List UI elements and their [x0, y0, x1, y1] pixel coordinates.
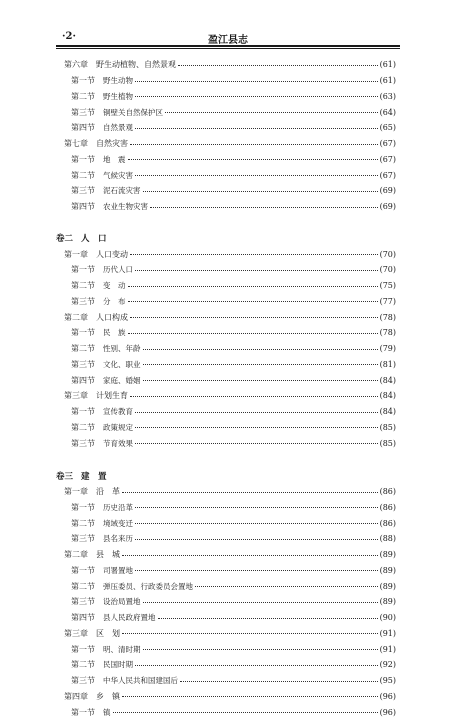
- toc-entry-number: 第二节: [71, 344, 95, 354]
- toc-page-number: (69): [379, 202, 396, 212]
- toc-section-entry[interactable]: [56, 294, 396, 310]
- toc-leader-dots: [143, 190, 378, 192]
- toc-spacer: [56, 215, 396, 231]
- toc-page-number: (91): [379, 628, 396, 638]
- toc-page-number: (90): [379, 613, 396, 623]
- toc-chapter-entry[interactable]: [56, 626, 396, 642]
- toc-section-entry[interactable]: [56, 262, 396, 278]
- toc-entry-title: 气候灾害: [103, 170, 133, 180]
- toc-entry-number: 卷二: [56, 234, 74, 245]
- toc-entry-title: 自然景观: [103, 123, 133, 133]
- toc-page-number: (89): [379, 597, 396, 607]
- toc-section-entry[interactable]: [56, 435, 396, 451]
- toc-leader-dots: [122, 491, 378, 493]
- toc-section-entry[interactable]: [56, 325, 396, 341]
- toc-page-number: (61): [379, 60, 396, 70]
- toc-entry-number: 第四节: [71, 202, 95, 212]
- header-rule-thin: [56, 48, 400, 49]
- toc-chapter-entry[interactable]: [56, 57, 396, 73]
- toc-leader-dots: [195, 585, 378, 587]
- toc-entry-number: 第三节: [71, 676, 95, 686]
- toc-section-entry[interactable]: [56, 657, 396, 673]
- toc-entry-number: 第二节: [71, 518, 95, 528]
- toc-entry-number: 第六章: [64, 60, 88, 70]
- toc-section-entry[interactable]: [56, 578, 396, 594]
- toc-leader-dots: [135, 569, 378, 571]
- toc-chapter-entry[interactable]: [56, 547, 396, 563]
- toc-chapter-entry[interactable]: [56, 136, 396, 152]
- table-of-contents: [56, 57, 396, 720]
- toc-entry-number: 第一节: [71, 154, 95, 164]
- toc-section-entry[interactable]: [56, 673, 396, 689]
- toc-entry-title: 区 划: [96, 628, 120, 638]
- toc-entry-title: 民 族: [103, 328, 126, 338]
- toc-entry-number: 第三节: [71, 597, 95, 607]
- toc-entry-title: 县人民政府置地: [103, 613, 156, 623]
- toc-section-entry[interactable]: [56, 341, 396, 357]
- toc-entry-number: 第四节: [71, 375, 95, 385]
- toc-section-entry[interactable]: [56, 372, 396, 388]
- toc-leader-dots: [135, 538, 378, 540]
- toc-page-number: (91): [379, 644, 396, 654]
- toc-entry-title: 野生动物: [103, 76, 133, 86]
- toc-section-entry[interactable]: [56, 183, 396, 199]
- toc-leader-dots: [135, 522, 378, 524]
- toc-page-number: (67): [379, 154, 396, 164]
- toc-leader-dots: [135, 127, 378, 129]
- toc-page-number: (89): [379, 550, 396, 560]
- toc-section-entry[interactable]: [56, 167, 396, 183]
- toc-page-number: (89): [379, 581, 396, 591]
- toc-page-number: (86): [379, 487, 396, 497]
- toc-leader-dots: [130, 316, 378, 318]
- toc-entry-number: 第一节: [71, 565, 95, 575]
- toc-section-entry[interactable]: [56, 89, 396, 105]
- toc-entry-number: 第三节: [71, 438, 95, 448]
- toc-entry-number: 第二节: [71, 581, 95, 591]
- toc-leader-dots: [135, 95, 378, 97]
- toc-entry-number: 卷三: [56, 471, 74, 482]
- toc-section-entry[interactable]: [56, 104, 396, 120]
- toc-leader-dots: [143, 363, 378, 365]
- toc-entry-title: 设治局置地: [103, 597, 141, 607]
- toc-entry-title: 境域变迁: [103, 518, 133, 528]
- toc-leader-dots: [113, 711, 378, 713]
- toc-leader-dots: [122, 632, 378, 634]
- toc-page-number: (69): [379, 186, 396, 196]
- toc-leader-dots: [178, 64, 378, 66]
- toc-entry-title: 镇: [103, 707, 111, 717]
- toc-entry-title: 野生动植物、自然景观: [96, 60, 176, 70]
- toc-chapter-entry[interactable]: [56, 388, 396, 404]
- toc-entry-number: 第四节: [71, 123, 95, 133]
- toc-page-number: (85): [379, 438, 396, 448]
- toc-page-number: (64): [379, 107, 396, 117]
- toc-section-entry[interactable]: [56, 420, 396, 436]
- toc-leader-dots: [165, 111, 378, 113]
- toc-page-number: (65): [379, 123, 396, 133]
- toc-leader-dots: [143, 348, 378, 350]
- toc-volume-entry[interactable]: [56, 468, 396, 484]
- toc-section-entry[interactable]: [56, 404, 396, 420]
- toc-leader-dots: [143, 601, 378, 603]
- toc-entry-title: 节育效果: [103, 438, 133, 448]
- toc-page-number: (79): [379, 344, 396, 354]
- toc-leader-dots: [135, 426, 378, 428]
- toc-entry-title: 明、清时期: [103, 644, 141, 654]
- toc-leader-dots: [122, 695, 378, 697]
- toc-entry-title: 人 口: [81, 234, 107, 245]
- toc-leader-dots: [135, 664, 378, 666]
- toc-entry-number: 第三节: [71, 359, 95, 369]
- toc-entry-title: 建 置: [81, 471, 107, 482]
- toc-entry-title: 宣传教育: [103, 407, 133, 417]
- toc-page-number: (67): [379, 170, 396, 180]
- toc-leader-dots: [135, 411, 378, 413]
- toc-spacer: [56, 451, 396, 468]
- toc-section-entry[interactable]: [56, 73, 396, 89]
- toc-entry-number: 第三节: [71, 107, 95, 117]
- toc-leader-dots: [128, 158, 378, 160]
- toc-page-number: (86): [379, 502, 396, 512]
- toc-entry-title: 弹压委员、行政委员会置地: [103, 581, 193, 591]
- toc-leader-dots: [128, 300, 378, 302]
- toc-page-number: (67): [379, 139, 396, 149]
- toc-page-number: (75): [379, 281, 396, 291]
- toc-entry-number: 第一节: [71, 644, 95, 654]
- toc-entry-title: 历代人口: [103, 265, 133, 275]
- toc-entry-number: 第一节: [71, 407, 95, 417]
- toc-entry-number: 第一节: [71, 707, 95, 717]
- toc-entry-title: 县 城: [96, 550, 120, 560]
- toc-page-number: (77): [379, 296, 396, 306]
- toc-section-entry[interactable]: [56, 594, 396, 610]
- toc-section-entry[interactable]: [56, 152, 396, 168]
- toc-entry-number: 第四章: [64, 691, 88, 701]
- page-number: ·2·: [62, 31, 76, 42]
- toc-section-entry[interactable]: [56, 563, 396, 579]
- toc-leader-dots: [122, 554, 378, 556]
- toc-entry-number: 第四节: [71, 613, 95, 623]
- toc-chapter-entry[interactable]: [56, 246, 396, 262]
- toc-entry-title: 政策规定: [103, 422, 133, 432]
- toc-entry-number: 第二章: [64, 550, 88, 560]
- toc-volume-entry[interactable]: [56, 231, 396, 247]
- toc-page-number: (84): [379, 391, 396, 401]
- toc-section-entry[interactable]: [56, 641, 396, 657]
- toc-entry-number: 第一章: [64, 487, 88, 497]
- toc-entry-number: 第一节: [71, 265, 95, 275]
- toc-leader-dots: [150, 206, 378, 208]
- toc-chapter-entry[interactable]: [56, 484, 396, 500]
- toc-section-entry[interactable]: [56, 515, 396, 531]
- toc-entry-number: 第三章: [64, 391, 88, 401]
- toc-entry-number: 第二节: [71, 281, 95, 291]
- toc-entry-title: 地 震: [103, 154, 126, 164]
- toc-entry-title: 农业生物灾害: [103, 202, 148, 212]
- toc-leader-dots: [143, 379, 378, 381]
- toc-entry-title: 文化、职业: [103, 359, 141, 369]
- toc-section-entry[interactable]: [56, 357, 396, 373]
- toc-page-number: (95): [379, 676, 396, 686]
- toc-section-entry[interactable]: [56, 120, 396, 136]
- toc-entry-number: 第二章: [64, 312, 88, 322]
- toc-section-entry[interactable]: [56, 278, 396, 294]
- toc-entry-title: 变 动: [103, 281, 126, 291]
- toc-entry-number: 第三章: [64, 628, 88, 638]
- toc-entry-title: 县名来历: [103, 534, 133, 544]
- toc-entry-title: 分 布: [103, 296, 126, 306]
- toc-entry-number: 第三节: [71, 186, 95, 196]
- toc-entry-number: 第二节: [71, 91, 95, 101]
- toc-entry-title: 沿 革: [96, 487, 120, 497]
- toc-page-number: (88): [379, 534, 396, 544]
- toc-entry-title: 乡 镇: [96, 691, 120, 701]
- toc-section-entry[interactable]: [56, 531, 396, 547]
- toc-leader-dots: [180, 680, 378, 682]
- toc-leader-dots: [135, 269, 378, 271]
- toc-leader-dots: [135, 506, 378, 508]
- toc-section-entry[interactable]: [56, 704, 396, 720]
- toc-leader-dots: [135, 442, 378, 444]
- toc-entry-number: 第二节: [71, 170, 95, 180]
- toc-section-entry[interactable]: [56, 610, 396, 626]
- toc-entry-number: 第一节: [71, 76, 95, 86]
- toc-page-number: (84): [379, 375, 396, 385]
- toc-entry-title: 计划生育: [96, 391, 128, 401]
- toc-page-number: (70): [379, 249, 396, 259]
- toc-entry-title: 民国时期: [103, 660, 133, 670]
- toc-entry-number: 第二节: [71, 660, 95, 670]
- toc-entry-number: 第三节: [71, 534, 95, 544]
- toc-leader-dots: [158, 617, 378, 619]
- toc-entry-title: 人口变动: [96, 249, 128, 259]
- toc-page-number: (61): [379, 76, 396, 86]
- toc-page-number: (78): [379, 328, 396, 338]
- toc-page-number: (81): [379, 359, 396, 369]
- toc-chapter-entry[interactable]: [56, 689, 396, 705]
- book-title: 盈江县志: [208, 35, 248, 46]
- toc-entry-title: 历史沿革: [103, 502, 133, 512]
- toc-page-number: (85): [379, 422, 396, 432]
- toc-entry-title: 家庭、婚姻: [103, 375, 141, 385]
- toc-chapter-entry[interactable]: [56, 309, 396, 325]
- toc-leader-dots: [130, 143, 378, 145]
- toc-entry-number: 第一节: [71, 502, 95, 512]
- toc-entry-number: 第三节: [71, 296, 95, 306]
- toc-entry-title: 铜壁关自然保护区: [103, 107, 163, 117]
- toc-page-number: (78): [379, 312, 396, 322]
- toc-page-number: (86): [379, 518, 396, 528]
- toc-section-entry[interactable]: [56, 199, 396, 215]
- toc-entry-title: 人口构成: [96, 312, 128, 322]
- toc-leader-dots: [130, 395, 378, 397]
- toc-leader-dots: [128, 285, 378, 287]
- toc-entry-title: 泥石流灾害: [103, 186, 141, 196]
- toc-leader-dots: [143, 648, 378, 650]
- toc-page-number: (96): [379, 707, 396, 717]
- toc-entry-title: 自然灾害: [96, 139, 128, 149]
- toc-entry-title: 野生植物: [103, 91, 133, 101]
- toc-leader-dots: [135, 174, 378, 176]
- toc-entry-number: 第七章: [64, 139, 88, 149]
- toc-entry-number: 第一章: [64, 249, 88, 259]
- toc-page-number: (63): [379, 91, 396, 101]
- toc-entry-title: 性别、年龄: [103, 344, 141, 354]
- toc-page-number: (96): [379, 691, 396, 701]
- toc-page-number: (70): [379, 265, 396, 275]
- toc-page-number: (89): [379, 565, 396, 575]
- toc-entry-title: 中华人民共和国建国后: [103, 676, 178, 686]
- toc-entry-number: 第一节: [71, 328, 95, 338]
- toc-leader-dots: [128, 332, 378, 334]
- toc-page-number: (84): [379, 407, 396, 417]
- toc-entry-title: 司署置地: [103, 565, 133, 575]
- toc-leader-dots: [135, 80, 378, 82]
- toc-section-entry[interactable]: [56, 500, 396, 516]
- toc-page-number: (92): [379, 660, 396, 670]
- toc-entry-number: 第二节: [71, 422, 95, 432]
- toc-leader-dots: [130, 253, 378, 255]
- header-rule-thick: [56, 45, 400, 47]
